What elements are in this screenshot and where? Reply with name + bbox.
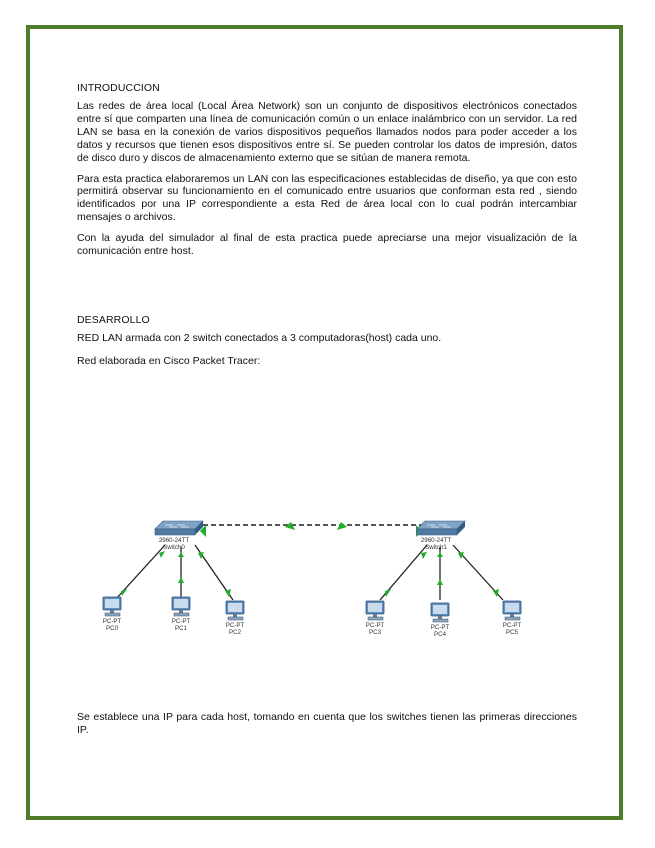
pc2-name: PC2: [228, 628, 242, 636]
document-body: [77, 82, 577, 378]
switch-1-icon: [417, 521, 465, 535]
indicator: [178, 552, 184, 557]
footer-paragraph: Se establece una IP para cada host, tomando en cuenta que los switches tienen las primeras direcciones IP.: [77, 711, 577, 736]
switch-1-label: [416, 538, 456, 552]
pc-icon: [172, 597, 190, 616]
intro-paragraph-2: Para esta practica elaboraremos un LAN con las especificaciones establecidas de diseño, ya que con esto permitirá observar su funcionamiento en el comunicado entre usuarios que conforman esta red , siendo identificados por una IP correspondiente a esta Red de área local con lo cual podrán intercambiar mensajes o archivos.: [77, 172, 577, 224]
indicator: [178, 577, 184, 583]
pc1-type: PC-PT: [171, 618, 191, 625]
switch-1-type: 2960-24TT: [420, 537, 452, 544]
indicator: [437, 579, 443, 585]
switch-1-name: Switch1: [425, 543, 447, 551]
intro-paragraph-3: Con la ayuda del simulador al final de esta practica puede apreciarse una mejor visualización de la comunicación entre host.: [77, 232, 577, 258]
pc-icon: [103, 597, 121, 616]
indicator: [337, 522, 347, 530]
pc-icon: [431, 603, 449, 622]
pc4-name: PC4: [433, 630, 447, 638]
pc4-label: [420, 625, 460, 639]
pc1-name: PC1: [174, 624, 188, 632]
desarrollo-heading: DESARROLLO: [77, 313, 150, 326]
network-diagram: [85, 505, 555, 665]
pc2-type: PC-PT: [225, 622, 245, 629]
pc5-label: [492, 623, 532, 637]
switch-0-name: Switch0: [163, 543, 185, 551]
indicator: [437, 552, 443, 557]
indicator: [285, 522, 295, 530]
pc3-label: [355, 623, 395, 637]
pc0-label: [92, 619, 132, 633]
network-diagram-svg: [85, 505, 555, 665]
pc-icon: [366, 601, 384, 620]
pc0-name: PC0: [105, 624, 119, 632]
desarrollo-line-1: RED LAN armada con 2 switch conectados a 3 computadoras(host) cada uno.: [77, 331, 442, 344]
pc5-type: PC-PT: [502, 622, 522, 629]
switch-0-label: [154, 538, 194, 552]
indicator: [121, 589, 127, 596]
pc4-type: PC-PT: [430, 624, 450, 631]
footer-section: [77, 711, 577, 745]
indicator: [385, 589, 391, 597]
pc1-label: [161, 619, 201, 633]
pc-icon: [503, 601, 521, 620]
switch-0-type: 2960-24TT: [158, 537, 190, 544]
indicator: [198, 552, 204, 559]
pc-icon: [226, 601, 244, 620]
pc3-type: PC-PT: [365, 622, 385, 629]
pc3-name: PC3: [368, 628, 382, 636]
intro-heading: INTRODUCCION: [77, 82, 160, 94]
indicator: [159, 551, 165, 558]
desarrollo-line-2: Red elaborada en Cisco Packet Tracer:: [77, 354, 261, 367]
switch-0-icon: [155, 521, 203, 535]
intro-paragraph-1: Las redes de área local (Local Área Network) son un conjunto de dispositivos electrónicos conectados entre sí que comparten una línea de comunicación común o un enlace inalámbrico con un servidor. La red LAN se basa en la conexión de varios dispositivos pequeños llamados nodos para poder acceder a los datos y recursos que tienen esos dispositivos entre sí. Se pueden controlar los datos de impresión, datos de disco duro y discos de almacenamiento externo que se sitúan de manera remota.: [77, 100, 577, 164]
pc5-name: PC5: [505, 628, 519, 636]
pc0-type: PC-PT: [102, 618, 122, 625]
pc2-label: [215, 623, 255, 637]
indicator: [421, 552, 427, 559]
